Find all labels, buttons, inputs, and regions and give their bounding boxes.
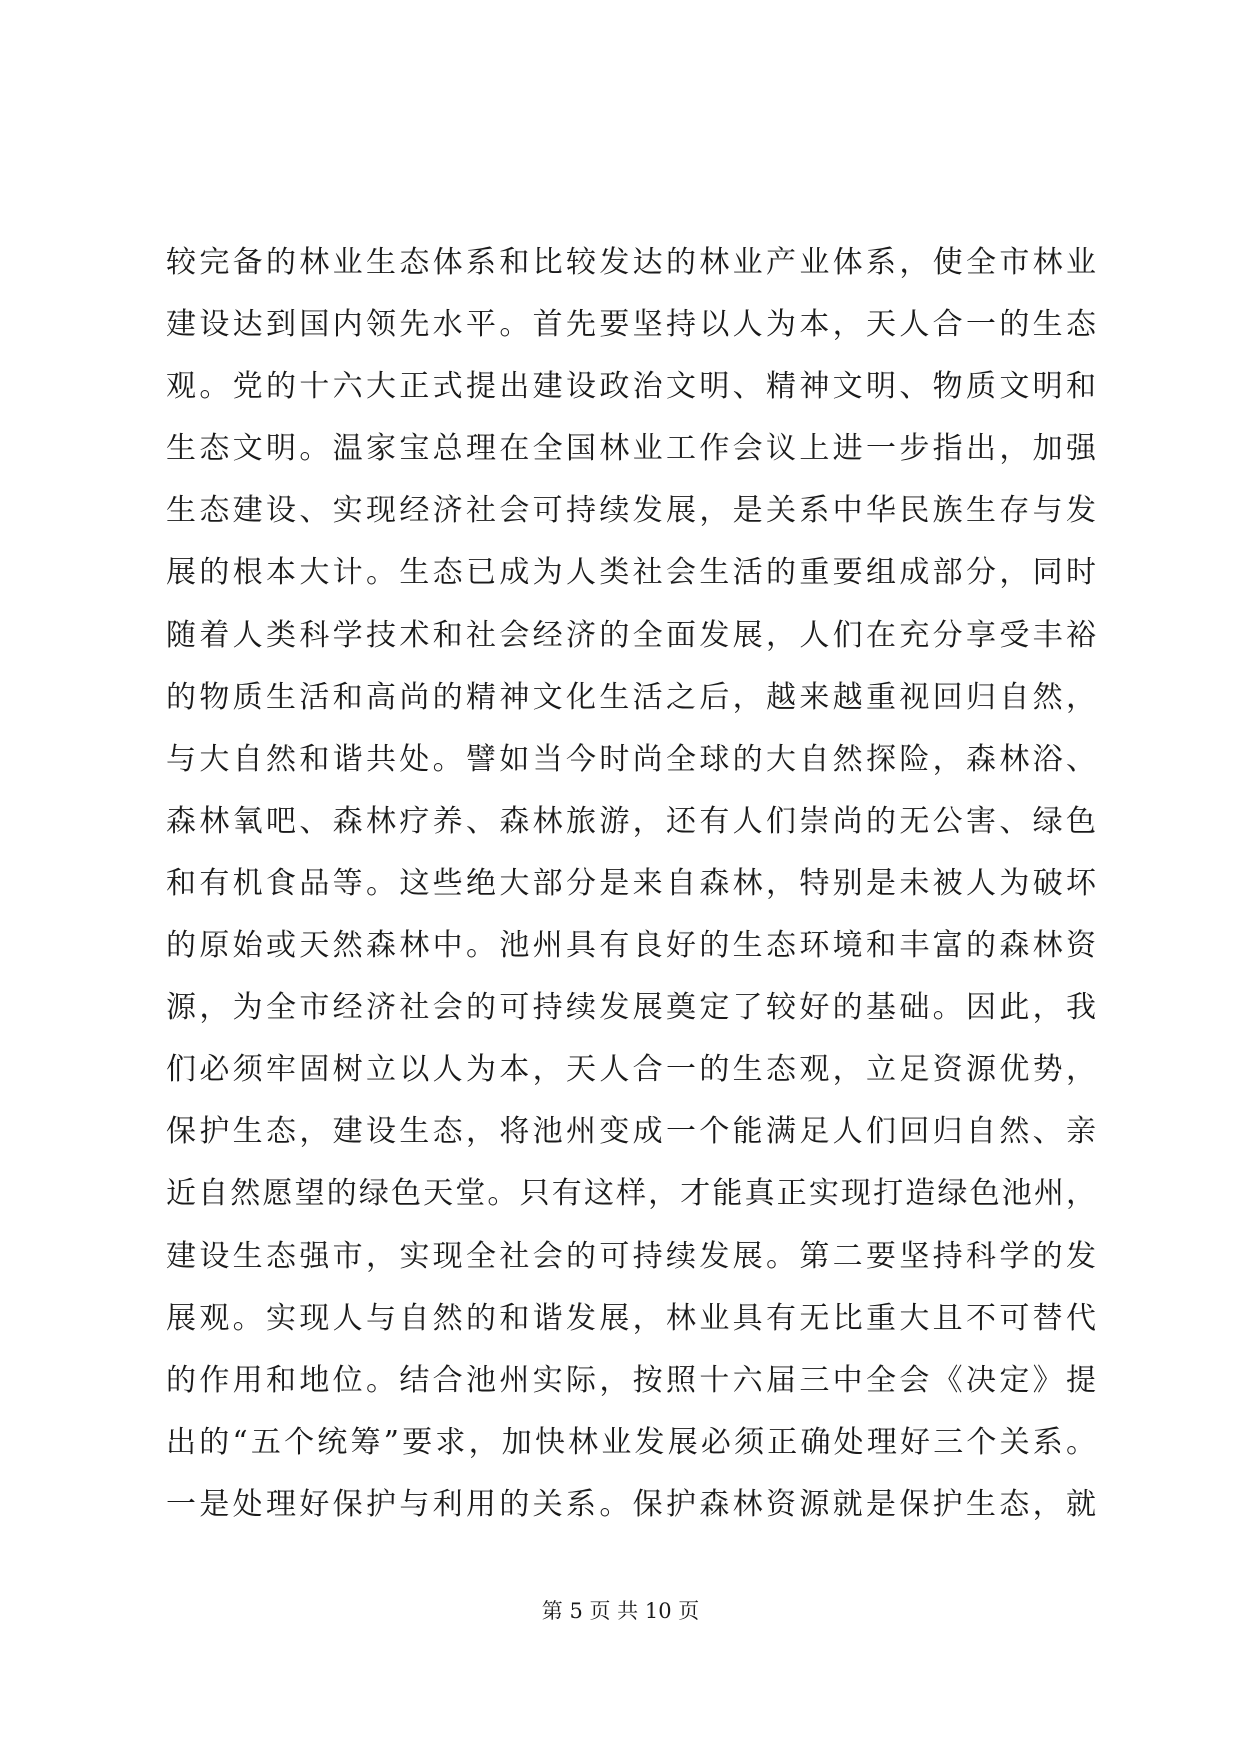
text-line: 源，为全市经济社会的可持续发展奠定了较好的基础。因此，我	[166, 990, 1096, 1026]
page-footer: 第 5 页 共 10 页	[541, 1599, 700, 1623]
text-line: 保护生态，建设生态，将池州变成一个能满足人们回归自然、亲	[166, 1114, 1096, 1150]
text-line: 建设生态强市，实现全社会的可持续发展。第二要坚持科学的发	[166, 1238, 1096, 1274]
text-line: 与大自然和谐共处。譬如当今时尚全球的大自然探险，森林浴、	[166, 741, 1096, 777]
text-line: 的作用和地位。结合池州实际，按照十六届三中全会《决定》提	[166, 1362, 1096, 1398]
body-text	[166, 232, 1096, 1536]
text-line: 展观。实现人与自然的和谐发展，林业具有无比重大且不可替代	[166, 1300, 1096, 1336]
text-line: 和有机食品等。这些绝大部分是来自森林，特别是未被人为破坏	[166, 865, 1096, 901]
text-line: 较完备的林业生态体系和比较发达的林业产业体系，使全市林业	[166, 245, 1096, 280]
text-line: 生态文明。温家宝总理在全国林业工作会议上进一步指出，加强	[166, 431, 1096, 467]
text-line: 随着人类科学技术和社会经济的全面发展，人们在充分享受丰裕	[166, 617, 1096, 653]
text-line: 近自然愿望的绿色天堂。只有这样，才能真正实现打造绿色池州，	[166, 1176, 1096, 1212]
text-line: 们必须牢固树立以人为本，天人合一的生态观，立足资源优势，	[166, 1052, 1096, 1088]
text-line: 建设达到国内领先水平。首先要坚持以人为本，天人合一的生态	[166, 307, 1096, 343]
text-line: 出的“五个统筹”要求，加快林业发展必须正确处理好三个关系。	[166, 1424, 1096, 1460]
text-line: 生态建设、实现经济社会可持续发展，是关系中华民族生存与发	[166, 493, 1096, 529]
text-line: 的物质生活和高尚的精神文化生活之后，越来越重视回归自然，	[166, 679, 1096, 715]
text-line: 一是处理好保护与利用的关系。保护森林资源就是保护生态，就	[166, 1486, 1096, 1522]
text-line: 的原始或天然森林中。池州具有良好的生态环境和丰富的森林资	[166, 928, 1096, 964]
text-line: 森林氧吧、森林疗养、森林旅游，还有人们崇尚的无公害、绿色	[166, 803, 1096, 839]
text-line: 观。党的十六大正式提出建设政治文明、精神文明、物质文明和	[166, 369, 1096, 405]
text-line: 展的根本大计。生态已成为人类社会生活的重要组成部分，同时	[166, 555, 1096, 591]
